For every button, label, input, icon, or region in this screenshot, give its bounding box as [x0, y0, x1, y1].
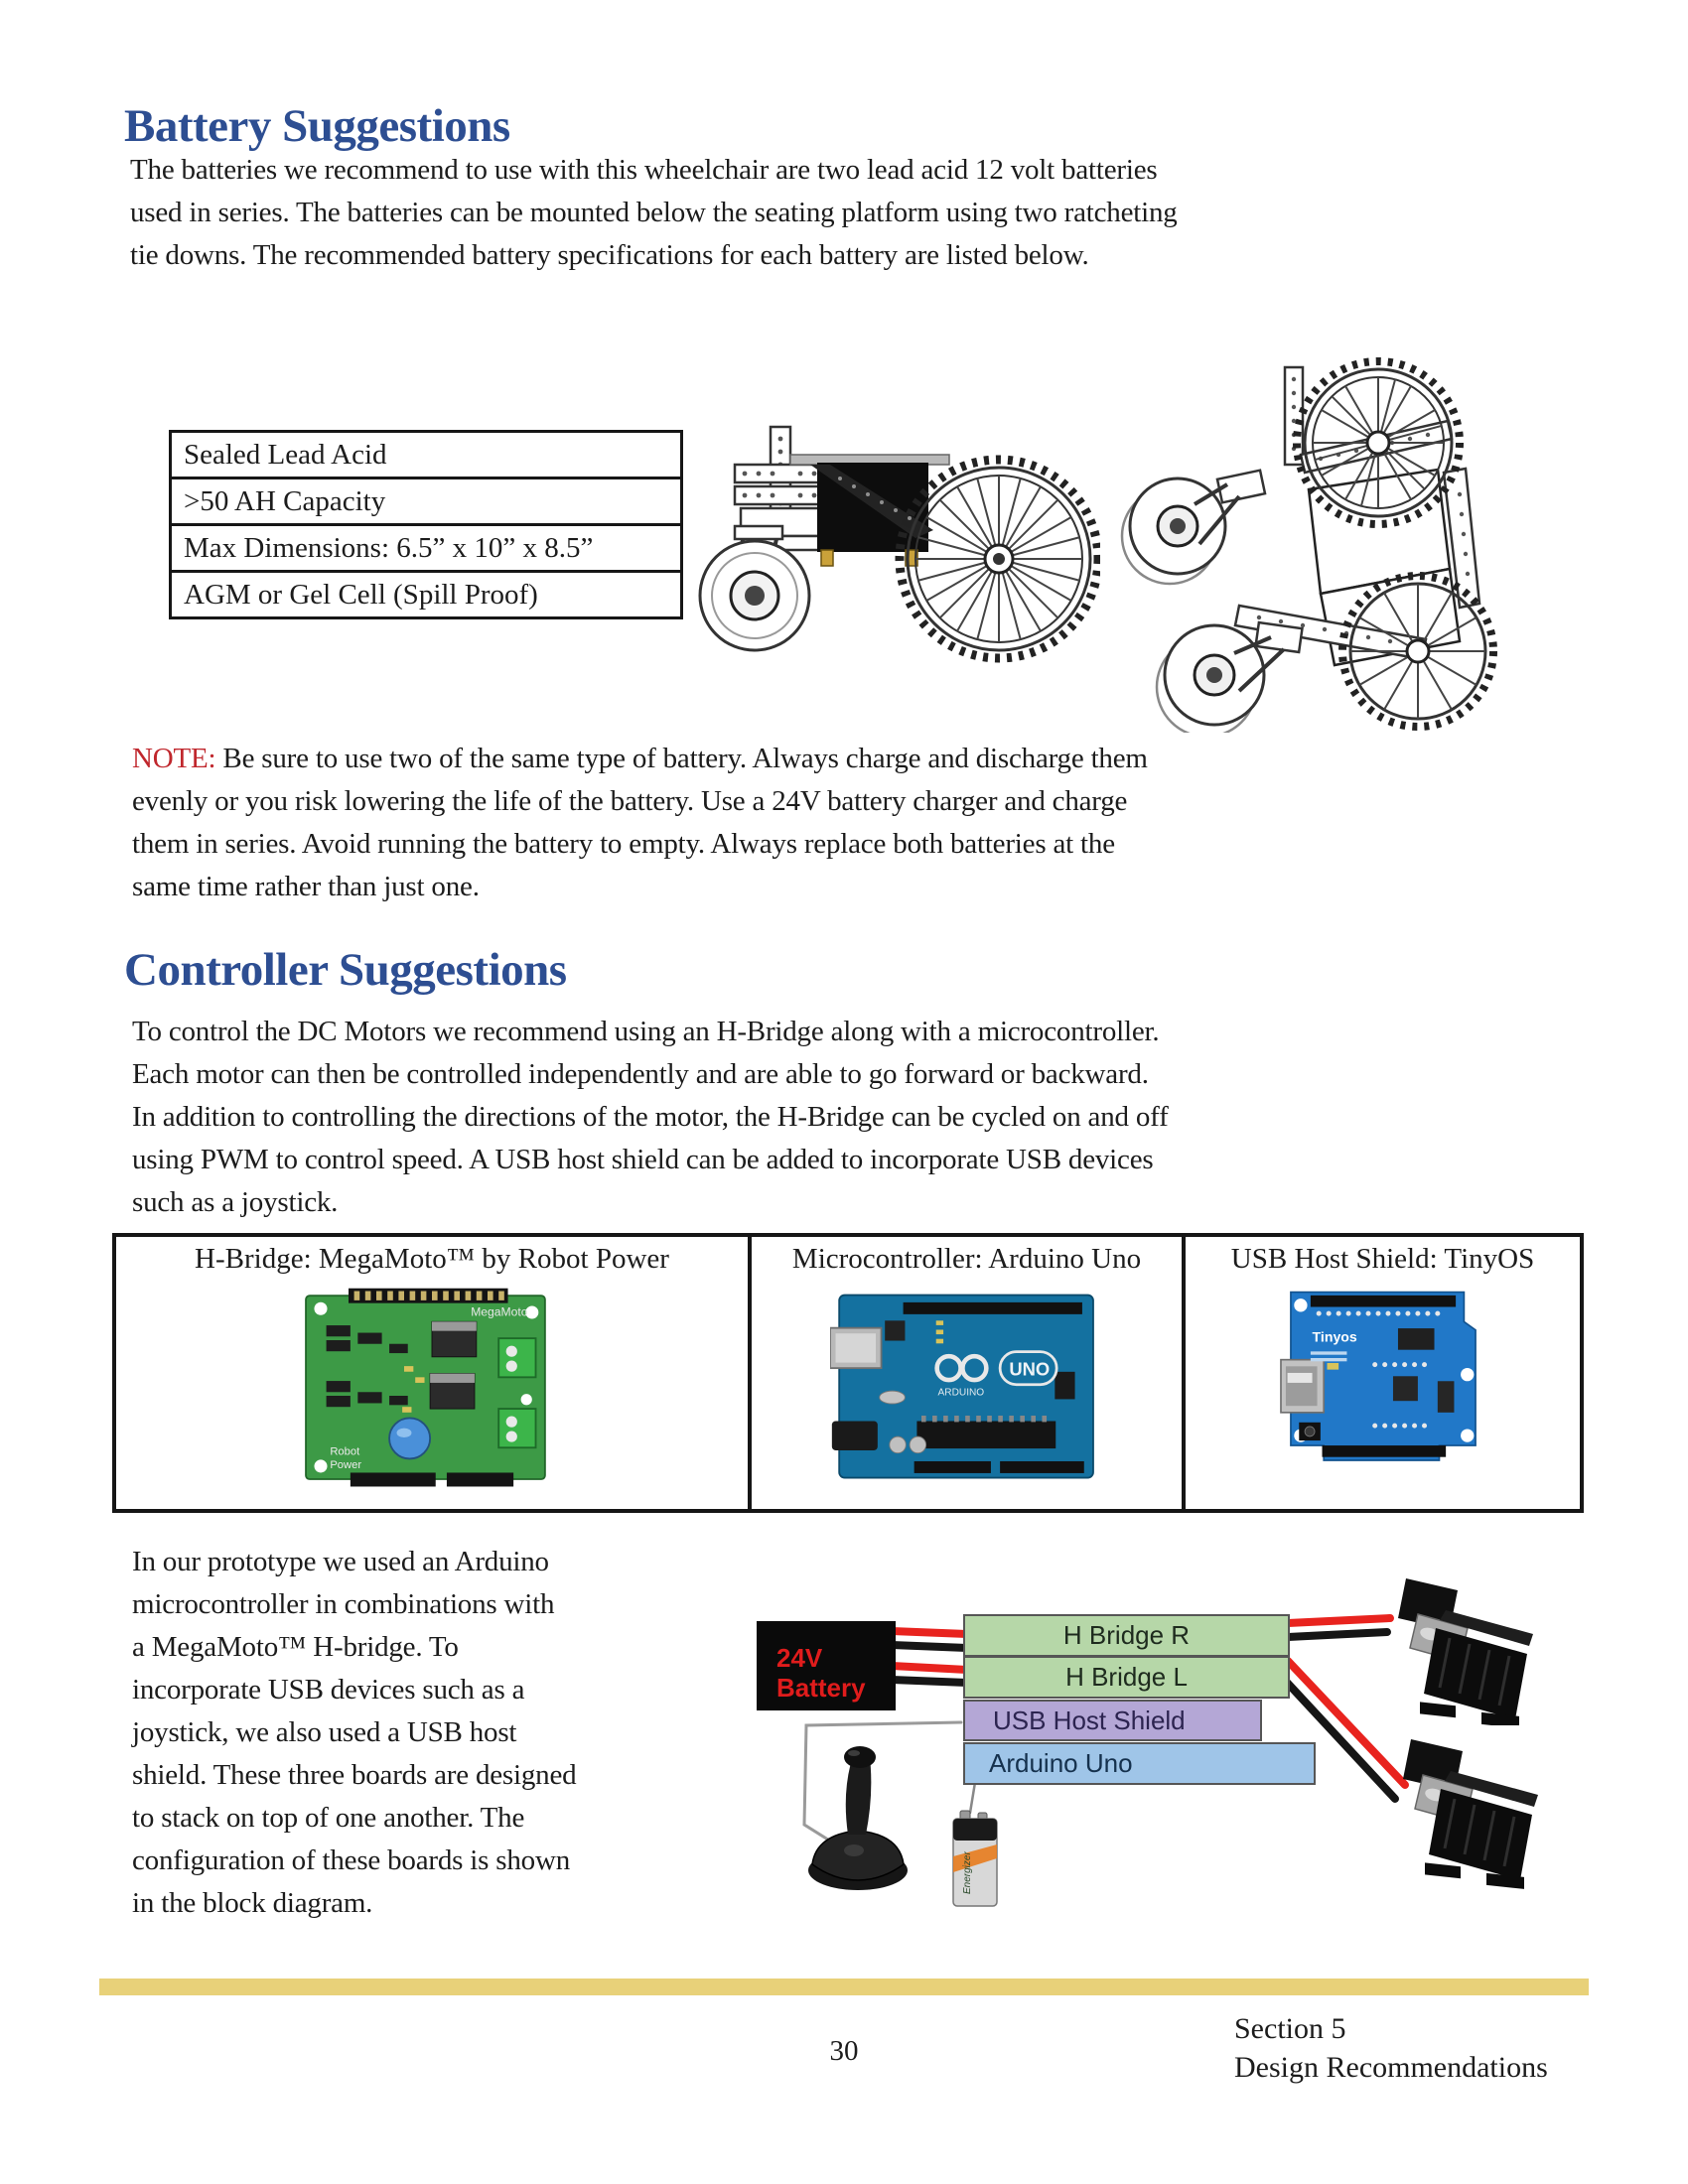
prototype-line: a MegaMoto™ H-bridge. To	[132, 1631, 459, 1663]
footer-section-line2: Design Recommendations	[1234, 2051, 1548, 2084]
usb-host-shield-label: USB Host Shield	[993, 1705, 1186, 1735]
diagram-24v-battery-box	[757, 1621, 896, 1710]
diagram-h-bridge-r-box	[963, 1614, 1290, 1657]
controller-intro-line: To control the DC Motors we recommend using an H-Bridge along with a microcontroller.	[132, 1016, 1160, 1047]
footer-accent-bar	[99, 1979, 1589, 1995]
boards-cell-arduino	[752, 1237, 1186, 1509]
arduino-silkscreen-label: ARDUINO	[937, 1387, 984, 1399]
controller-intro-line: Each motor can then be controlled independently and are able to go forward or backward.	[132, 1058, 1149, 1090]
battery-note-paragraph	[132, 738, 1148, 908]
arduino-board-image	[830, 1284, 1104, 1490]
battery-spec-table	[169, 430, 683, 619]
spec-row: Max Dimensions: 6.5” x 10” x 8.5”	[172, 526, 680, 573]
controller-intro-paragraph	[132, 1011, 1169, 1224]
wheelchair-perspective-drawing	[1090, 355, 1557, 733]
nine-volt-battery-image	[946, 1807, 1002, 1908]
robot-power-label-1: Robot	[330, 1445, 360, 1458]
note-label: NOTE:	[132, 743, 216, 774]
motor-left-image	[1383, 1735, 1542, 1889]
arduino-header: Microcontroller: Arduino Uno	[791, 1243, 1142, 1275]
diagram-usb-host-shield-box	[963, 1700, 1262, 1741]
h-bridge-l-label: H Bridge L	[1065, 1662, 1188, 1692]
page-number: 30	[829, 2035, 859, 2067]
h-bridge-r-label: H Bridge R	[1062, 1620, 1191, 1650]
prototype-line: In our prototype we used an Arduino	[132, 1546, 549, 1577]
battery-intro-paragraph	[130, 149, 1178, 277]
footer-section-line1: Section 5	[1234, 2012, 1346, 2045]
energizer-label: Energizer	[962, 1851, 973, 1894]
tinyos-board-image	[1276, 1284, 1490, 1486]
diagram-h-bridge-l-box	[963, 1656, 1290, 1699]
note-text: Be sure to use two of the same type of battery. Always charge and discharge them	[215, 743, 1148, 774]
prototype-line: shield. These three boards are designed	[132, 1759, 577, 1791]
drive-wheel-top-drawing	[1297, 361, 1460, 524]
battery-intro-line: tie downs. The recommended battery specifications for each battery are listed below.	[130, 239, 1089, 271]
controller-section-title: Controller Suggestions	[124, 944, 567, 996]
tinyos-header: USB Host Shield: TinyOS	[1230, 1243, 1535, 1275]
megamoto-board-image	[293, 1284, 571, 1494]
boards-cell-hbridge	[116, 1237, 752, 1509]
battery-note-line: evenly or you risk lowering the life of the battery. Use a 24V battery charger and charge	[132, 785, 1128, 817]
prototype-line: to stack on top of one another. The	[132, 1802, 525, 1834]
spec-row: AGM or Gel Cell (Spill Proof)	[184, 579, 538, 611]
rear-wheel-drawing	[900, 460, 1098, 658]
battery-note-line	[132, 738, 1148, 780]
footer-section-block	[1234, 2009, 1548, 2087]
uno-label: UNO	[1008, 1358, 1050, 1380]
tinyos-silkscreen-label: Tinyos	[1312, 1328, 1357, 1345]
prototype-line: in the block diagram.	[132, 1887, 373, 1919]
prototype-line: incorporate USB devices such as a	[132, 1674, 525, 1706]
prototype-line: configuration of these boards is shown	[132, 1844, 571, 1876]
battery-section-title: Battery Suggestions	[124, 100, 510, 152]
megamoto-silkscreen-label: MegaMoto	[471, 1304, 528, 1319]
prototype-paragraph	[132, 1541, 576, 1925]
battery-label-24v: 24V	[776, 1643, 823, 1673]
arduino-uno-label: Arduino Uno	[989, 1748, 1133, 1778]
controller-intro-line: such as a joystick.	[132, 1186, 339, 1218]
robot-power-label-2: Power	[330, 1458, 362, 1471]
joystick-image	[802, 1743, 910, 1892]
battery-intro-line: The batteries we recommend to use with this wheelchair are two lead acid 12 volt batteries	[130, 154, 1158, 186]
prototype-line: microcontroller in combinations with	[132, 1588, 555, 1620]
boards-cell-tinyos	[1186, 1237, 1580, 1509]
motor-right-image	[1378, 1576, 1537, 1725]
battery-note-line: them in series. Avoid running the battery to empty. Always replace both batteries at the	[132, 828, 1115, 860]
controller-intro-line: using PWM to control speed. A USB host shield can be added to incorporate USB devices	[132, 1144, 1154, 1175]
diagram-arduino-uno-box	[963, 1742, 1316, 1785]
controller-boards-table	[112, 1233, 1584, 1513]
battery-note-line: same time rather than just one.	[132, 871, 480, 902]
spec-row: Sealed Lead Acid	[172, 433, 680, 479]
prototype-line: joystick, we also used a USB host	[132, 1716, 517, 1748]
wheelchair-side-view-drawing	[683, 405, 1100, 748]
battery-intro-line: used in series. The batteries can be mounted below the seating platform using two ratcheting	[130, 197, 1178, 228]
spec-row: >50 AH Capacity	[172, 479, 680, 526]
battery-label-battery: Battery	[776, 1673, 866, 1703]
controller-intro-line: In addition to controlling the directions of the motor, the H-Bridge can be cycled on and off	[132, 1101, 1169, 1133]
hbridge-header: H-Bridge: MegaMoto™ by Robot Power	[195, 1243, 669, 1275]
